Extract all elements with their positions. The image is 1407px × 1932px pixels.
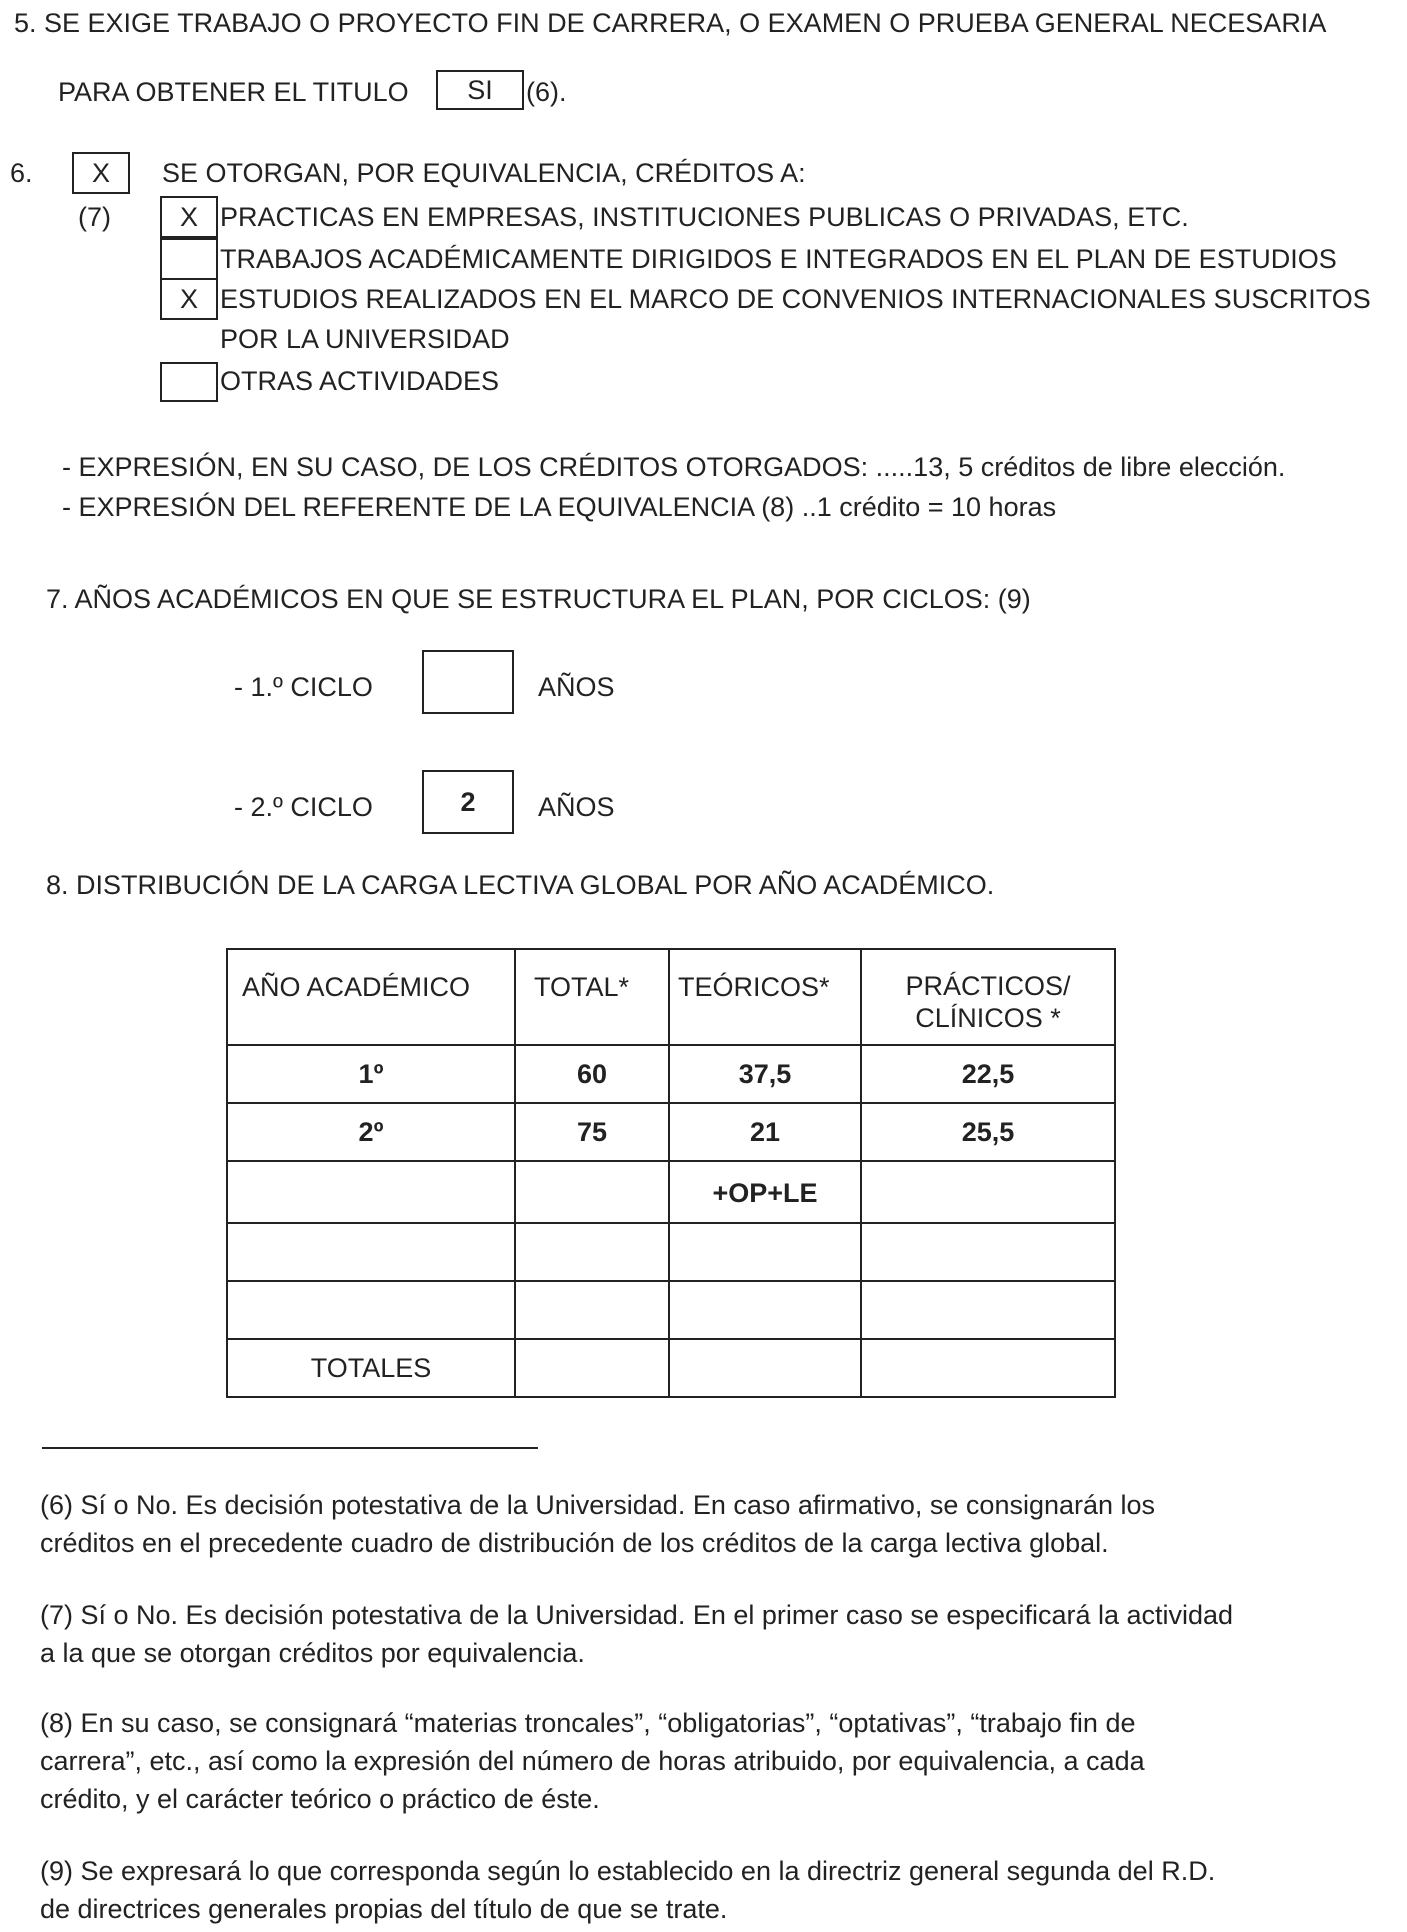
cell-total: 75	[515, 1103, 669, 1161]
cycle-1-label: - 1.º CICLO	[234, 672, 373, 702]
option-3-label-cont: POR LA UNIVERSIDAD	[220, 324, 510, 354]
cycle-1-box	[422, 650, 514, 714]
option-4-checkbox	[160, 362, 218, 402]
cycle-2-label: - 2.º CICLO	[234, 792, 373, 822]
item6-main-box: X	[72, 152, 130, 194]
option-2-label: TRABAJOS ACADÉMICAMENTE DIRIGIDOS E INTEGRADOS EN EL PLAN DE ESTUDIOS	[220, 244, 1337, 274]
cycle-2-box: 2	[422, 770, 514, 834]
footnote-8-line1: (8) En su caso, se consignará “materias troncales”, “obligatorias”, “optativas”, “trabajo fin de	[40, 1708, 1136, 1738]
cell-ano	[227, 1281, 515, 1339]
cell-practicos: 25,5	[861, 1103, 1115, 1161]
footnote-6-line2: créditos en el precedente cuadro de distribución de los créditos de la carga lectiva global.	[40, 1528, 1109, 1558]
option-3-label: ESTUDIOS REALIZADOS EN EL MARCO DE CONVENIOS INTERNACIONALES SUSCRITOS	[220, 284, 1371, 314]
cell-teoricos	[669, 1281, 861, 1339]
item6-number: 6.	[10, 158, 33, 188]
cell-ano	[227, 1161, 515, 1223]
option-4-label: OTRAS ACTIVIDADES	[220, 366, 500, 396]
footnote-9	[40, 1852, 1380, 1928]
cell-practicos: 22,5	[861, 1045, 1115, 1103]
cell-total	[515, 1161, 669, 1223]
cell-total: 60	[515, 1045, 669, 1103]
header-teoricos: TEÓRICOS*	[669, 949, 861, 1045]
cycle-1-unit: AÑOS	[538, 672, 615, 702]
cell-teoricos	[669, 1339, 861, 1397]
footnote-7-line1: (7) Sí o No. Es decisión potestativa de la Universidad. En el primer caso se especificará la actividad	[40, 1600, 1234, 1630]
header-total: TOTAL*	[515, 949, 669, 1045]
item7-heading: 7. AÑOS ACADÉMICOS EN QUE SE ESTRUCTURA EL PLAN, POR CICLOS: (9)	[46, 584, 1031, 614]
footnote-7	[40, 1596, 1380, 1672]
cycle-2-unit: AÑOS	[538, 792, 615, 822]
cell-ano: 1º	[227, 1045, 515, 1103]
carga-lectiva-table	[226, 948, 1116, 1398]
table-header-row	[227, 949, 1115, 1045]
option-1-label: PRACTICAS EN EMPRESAS, INSTITUCIONES PUBLICAS O PRIVADAS, ETC.	[220, 202, 1189, 232]
cell-teoricos: 37,5	[669, 1045, 861, 1103]
cell-total	[515, 1223, 669, 1281]
reference-line: - EXPRESIÓN DEL REFERENTE DE LA EQUIVALENCIA (8) ..1 crédito = 10 horas	[62, 492, 1057, 522]
table-row	[227, 1045, 1115, 1103]
table-row	[227, 1281, 1115, 1339]
table-totals-row	[227, 1339, 1115, 1397]
footnote-9-line1: (9) Se expresará lo que corresponda según lo establecido en la directriz general segunda del R.D.	[40, 1856, 1216, 1886]
header-practicos-line1: PRÁCTICOS/	[905, 971, 1071, 1001]
cell-practicos	[861, 1161, 1115, 1223]
header-practicos	[861, 949, 1115, 1045]
cell-ano	[227, 1223, 515, 1281]
cell-totales-label: TOTALES	[227, 1339, 515, 1397]
footnote-8-line3: crédito, y el carácter teórico o práctico de éste.	[40, 1784, 600, 1814]
footnote-9-line2: de directrices generales propias del título de que se trate.	[40, 1894, 728, 1924]
option-3-checkbox: X	[160, 278, 218, 320]
item6-heading: SE OTORGAN, POR EQUIVALENCIA, CRÉDITOS A:	[162, 158, 806, 188]
footnote-7-line2: a la que se otorgan créditos por equivalencia.	[40, 1638, 585, 1668]
header-practicos-line2: CLÍNICOS *	[915, 1003, 1061, 1033]
footnote-6	[40, 1486, 1380, 1562]
footnote-6-line1: (6) Sí o No. Es decisión potestativa de la Universidad. En caso afirmativo, se consignarán los	[40, 1490, 1156, 1520]
cell-practicos	[861, 1281, 1115, 1339]
footnote-separator	[42, 1447, 538, 1449]
option-2-checkbox	[160, 238, 218, 280]
cell-practicos	[861, 1339, 1115, 1397]
cell-teoricos: 21	[669, 1103, 861, 1161]
cell-total	[515, 1339, 669, 1397]
item5-line1: 5. SE EXIGE TRABAJO O PROYECTO FIN DE CARRERA, O EXAMEN O PRUEBA GENERAL NECESARIA	[14, 8, 1327, 38]
footnote-8	[40, 1704, 1380, 1818]
item6-ref: (7)	[78, 202, 111, 232]
titulo-box: SI	[436, 70, 524, 110]
cell-ano: 2º	[227, 1103, 515, 1161]
footnote-8-line2: carrera”, etc., así como la expresión del número de horas atribuido, por equivalencia, a cada	[40, 1746, 1145, 1776]
item5-ref: (6).	[526, 77, 567, 107]
option-1-checkbox: X	[160, 196, 218, 238]
item5-line2: PARA OBTENER EL TITULO	[58, 77, 409, 107]
item8-heading: 8. DISTRIBUCIÓN DE LA CARGA LECTIVA GLOBAL POR AÑO ACADÉMICO.	[46, 870, 995, 900]
cell-teoricos: +OP+LE	[669, 1161, 861, 1223]
cell-teoricos	[669, 1223, 861, 1281]
table-row	[227, 1223, 1115, 1281]
cell-practicos	[861, 1223, 1115, 1281]
header-ano: AÑO ACADÉMICO	[227, 949, 515, 1045]
credits-line: - EXPRESIÓN, EN SU CASO, DE LOS CRÉDITOS OTORGADOS: .....13, 5 créditos de libre elección.	[62, 452, 1286, 482]
table-row	[227, 1103, 1115, 1161]
cell-total	[515, 1281, 669, 1339]
table-row	[227, 1161, 1115, 1223]
